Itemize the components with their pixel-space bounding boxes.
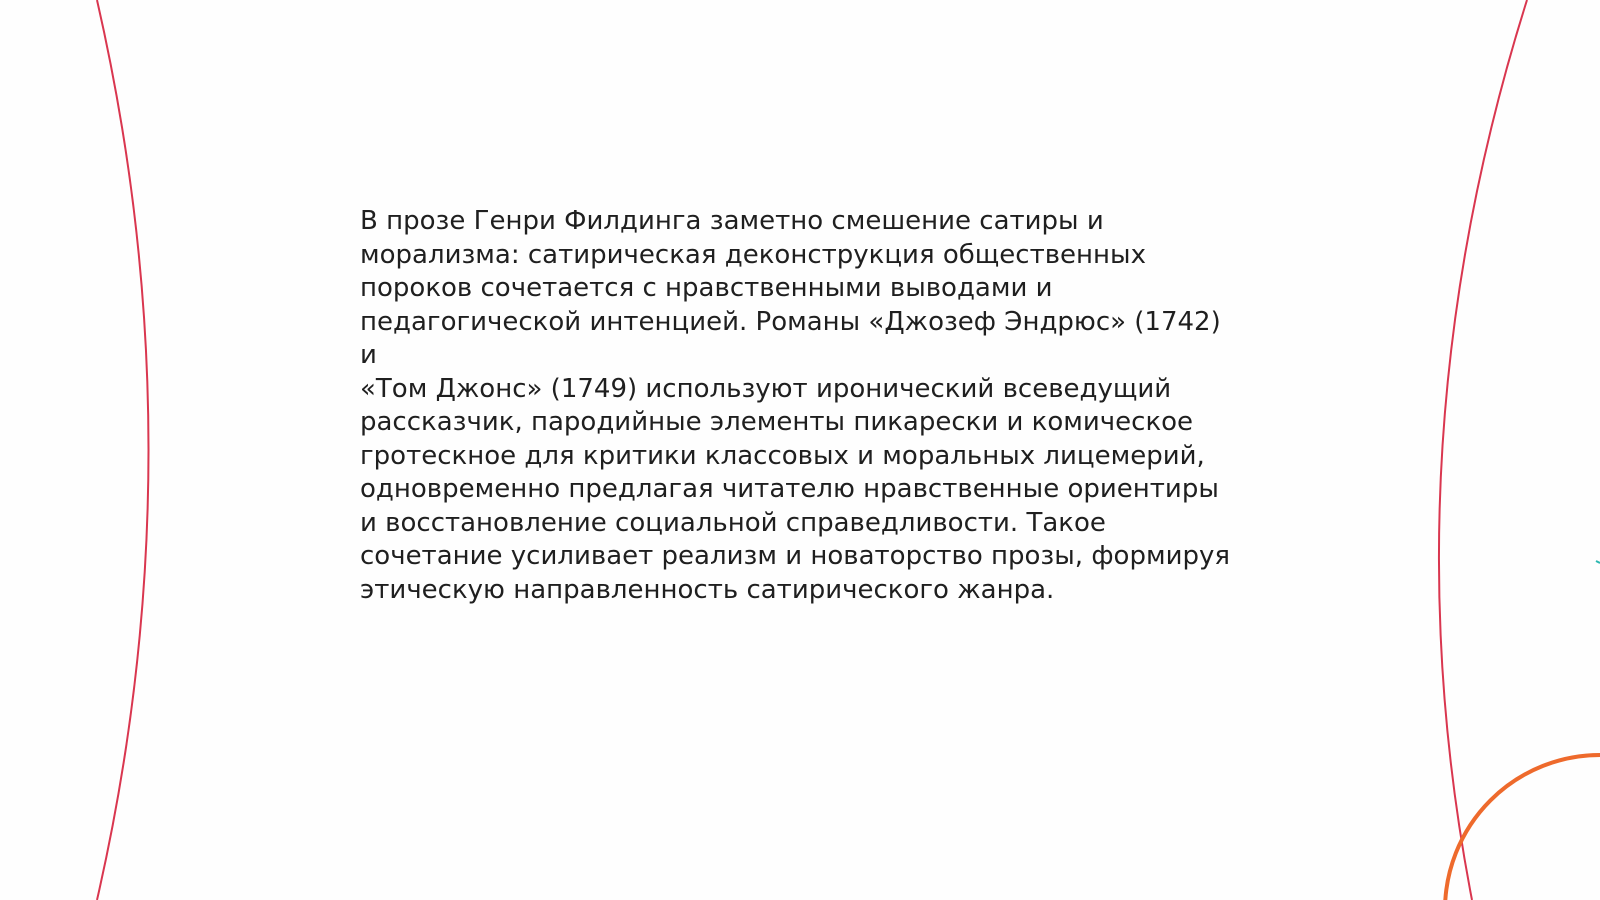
left-arc-line	[97, 0, 149, 900]
body-text: В прозе Генри Филдинга заметно смешение сатиры и морализма: сатирическая деконструкция общественных пороков сочетается с нравственными выводами и педагогической интенцией. Романы «Джозеф Эндрюс» (1742) и «Том Джонс» (1749) используют иронический всеведущий рассказчик, пародийные элементы пикарески и комическое гротескное для критики классовых и моральных лицемерий, одновременно предлагая читателю нравственные ориентиры и восстановление социальной справедливости. Такое сочетание усиливает реализм и новаторство прозы, формируя этическую направленность сатирического жанра.	[360, 206, 1230, 605]
teal-accent-mark	[1596, 561, 1600, 563]
right-arc-line	[1439, 0, 1527, 900]
